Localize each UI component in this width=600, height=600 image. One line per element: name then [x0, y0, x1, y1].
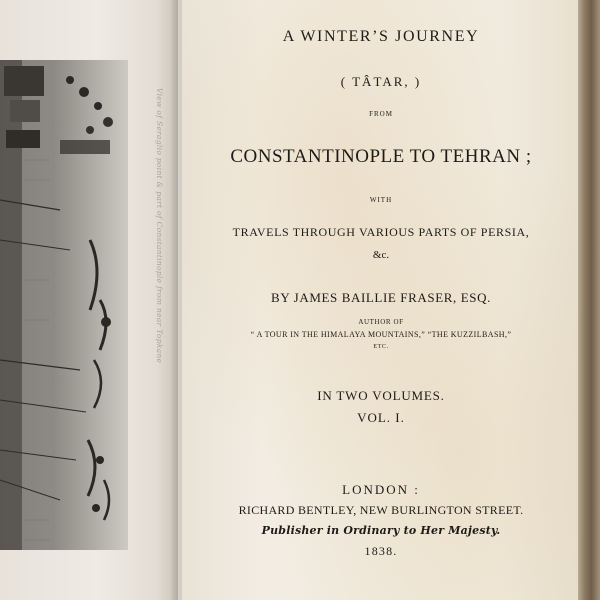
author-of-label: AUTHOR OF [358, 318, 404, 326]
etc-small: ETC. [373, 344, 389, 350]
route-title: CONSTANTINOPLE TO TEHRAN ; [230, 146, 532, 167]
title-page [182, 0, 580, 600]
imprint-place: LONDON : [342, 482, 420, 497]
engraving-image [0, 60, 128, 550]
with-label: WITH [369, 196, 393, 204]
volumes-line: IN TWO VOLUMES. [317, 388, 445, 403]
etc-line: &c. [372, 249, 390, 261]
page-edge [578, 0, 600, 600]
travels-line: TRAVELS THROUGH VARIOUS PARTS OF PERSIA, [232, 225, 530, 239]
book-subtitle: ( TÂTAR, ) [340, 74, 422, 89]
imprint-publisher: RICHARD BENTLEY, NEW BURLINGTON STREET. [238, 503, 524, 517]
author-line: BY JAMES BAILLIE FRASER, ESQ. [271, 290, 491, 305]
from-label: FROM [369, 110, 393, 118]
frontispiece-page [0, 0, 178, 600]
volume-number: VOL. I. [357, 410, 405, 425]
publisher-role: Publisher in Ordinary to Her Majesty. [261, 524, 501, 537]
frontispiece-engraving [0, 60, 128, 550]
imprint-year: 1838. [364, 544, 398, 558]
other-works: “ A TOUR IN THE HIMALAYA MOUNTAINS,” “THE KUZZILBASH,” [250, 330, 512, 339]
frontispiece-caption: View of Seraglio point & part of Constantinople from near Topkane [155, 88, 164, 364]
book-title: A WINTER’S JOURNEY [282, 28, 480, 45]
